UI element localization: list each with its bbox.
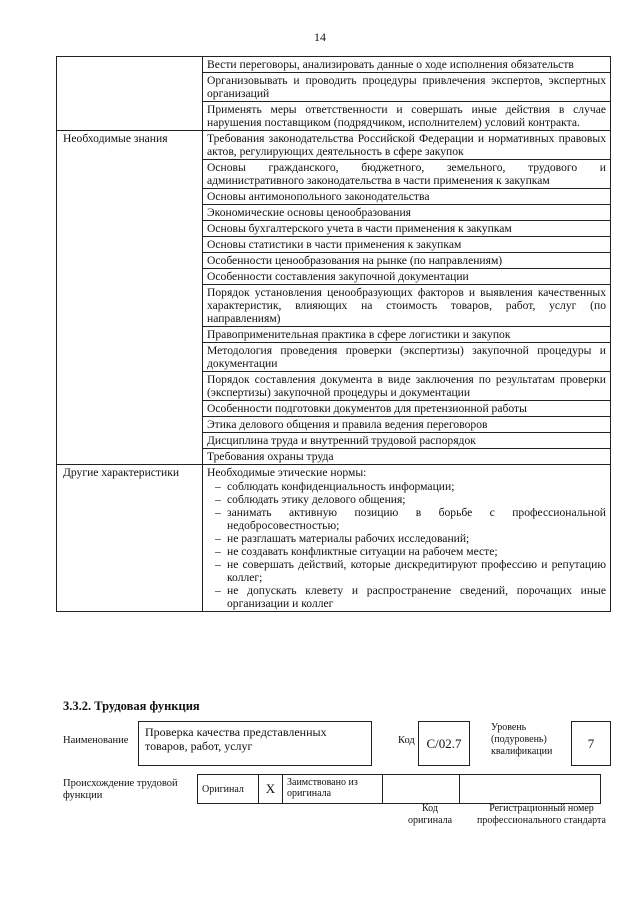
skill-item: Организовывать и проводить процедуры привлечения экспертов, экспертных организаций [203,73,611,102]
knowledge-item: Дисциплина труда и внутренний трудовой распорядок [203,433,611,449]
skill-item: Вести переговоры, анализировать данные о ходе исполнения обязательств [203,57,611,73]
knowledge-item: Экономические основы ценообразования [203,205,611,221]
level-label: Уровень (подуровень) квалификации [491,722,553,757]
borrowed-label: Заимствовано из оригинала [283,775,383,804]
list-item: – не допускать клевету и распространение сведений, порочащих иные организации и коллег [215,584,606,610]
list-item: – соблюдать конфиденциальность информации; [215,480,606,493]
knowledge-label: Необходимые знания [57,131,203,465]
origin-grid [197,774,601,804]
list-item: – не разглашать материалы рабочих исследований; [215,532,606,545]
list-item: – не создавать конфликтные ситуации на рабочем месте; [215,545,606,558]
knowledge-item: Основы гражданского, бюджетного, земельного, трудового и административного законодательства в части применения к закупкам [203,160,611,189]
knowledge-item: Методология проведения проверки (экспертизы) закупочной процедуры и документации [203,343,611,372]
skills-label-cell [57,57,203,131]
table-row [57,465,611,612]
knowledge-item: Основы антимонопольного законодательства [203,189,611,205]
other-characteristics-label: Другие характеристики [57,465,203,612]
knowledge-item: Основы статистики в части применения к закупкам [203,237,611,253]
code-label: Код [398,735,415,746]
knowledge-item: Требования охраны труда [203,449,611,465]
reg-number-cell [460,775,601,804]
section-title: 3.3.2. Трудовая функция [63,699,200,713]
origin-label: Происхождение трудовой функции [63,778,178,801]
ethics-cell [203,465,611,612]
knowledge-item: Особенности подготовки документов для претензионной работы [203,401,611,417]
knowledge-item: Правоприменительная практика в сфере логистики и закупок [203,327,611,343]
function-name-box: Проверка качества представленных товаров, работ, услуг [138,721,372,766]
list-item: – соблюдать этику делового общения; [215,493,606,506]
code-value-box: C/02.7 [418,721,470,766]
knowledge-item: Основы бухгалтерского учета в части применения к закупкам [203,221,611,237]
list-item: – занимать активную позицию в борьбе с профессиональной недобросовестностью; [215,506,606,532]
code-original-cell [383,775,460,804]
name-label: Наименование [63,735,129,746]
original-label: Оригинал [198,775,259,804]
knowledge-item: Порядок составления документа в виде заключения по результатам проверки (экспертизы) закупочной процедуры и документации [203,372,611,401]
knowledge-item: Требования законодательства Российской Федерации и нормативных правовых актов, регулирующих деятельность в сфере закупок [203,131,611,160]
knowledge-item: Порядок установления ценообразующих факторов и выявления качественных характеристик, влияющих на стоимость товаров, работ, услуг (по направлениям) [203,285,611,327]
level-value-box: 7 [571,721,611,766]
reg-number-label: Регистрационный номер профессионального стандарта [477,803,606,826]
ethics-heading: Необходимые этические нормы: [207,466,367,479]
ethics-list [207,480,606,610]
knowledge-item: Особенности составления закупочной документации [203,269,611,285]
knowledge-item: Этика делового общения и правила ведения переговоров [203,417,611,433]
code-original-label: Код оригинала [407,803,453,826]
page-number: 14 [314,30,326,44]
list-item: – не совершать действий, которые дискредитируют профессию и репутацию коллег; [215,558,606,584]
table-row [57,131,611,160]
table-row [57,57,611,73]
skill-item: Применять меры ответственности и совершать иные действия в случае нарушения поставщиком (подрядчиком, исполнителем) условий контракта. [203,102,611,131]
requirements-table [56,56,611,612]
original-mark: X [259,775,283,804]
knowledge-item: Особенности ценообразования на рынке (по направлениям) [203,253,611,269]
